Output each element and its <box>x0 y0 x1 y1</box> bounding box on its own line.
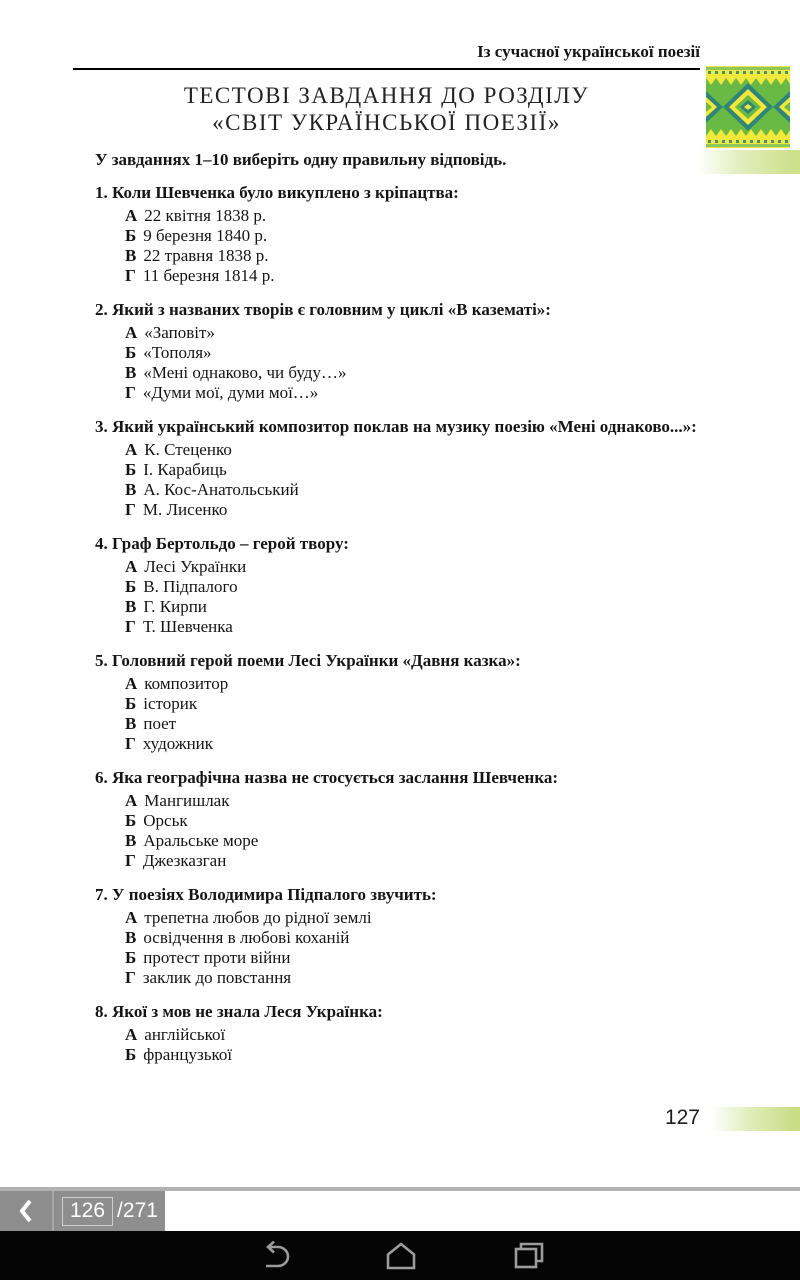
page-title-line2: «СВІТ УКРАЇНСЬКОЇ ПОЕЗІЇ» <box>212 110 561 135</box>
answer-option <box>125 908 700 928</box>
option-text: 22 травня 1838 р. <box>143 246 269 265</box>
option-letter: А <box>125 557 138 576</box>
option-letter: А <box>125 323 138 342</box>
option-text: Орськ <box>143 811 188 830</box>
answer-option <box>125 557 700 577</box>
question-number: 7. <box>95 885 108 904</box>
option-letter: Б <box>125 948 137 967</box>
answer-option <box>125 266 700 286</box>
question-number: 5. <box>95 651 108 670</box>
answer-option <box>125 500 700 520</box>
answer-option <box>125 226 700 246</box>
option-letter: А <box>125 1025 138 1044</box>
option-letter: В <box>125 928 137 947</box>
question-text: У поезіях Володимира Підпалого звучить: <box>112 885 437 904</box>
option-letter: А <box>125 674 138 693</box>
prev-page-button[interactable] <box>0 1191 52 1231</box>
option-text: І. Карабиць <box>143 460 227 479</box>
option-letter: Г <box>125 968 136 987</box>
question-number: 6. <box>95 768 108 787</box>
android-navbar <box>0 1231 800 1280</box>
answer-option <box>125 694 700 714</box>
option-text: історик <box>143 694 198 713</box>
question-text: Граф Бертольдо – герой твору: <box>112 534 349 553</box>
android-back-icon <box>256 1241 290 1271</box>
question-text: Головний герой поеми Лесі Українки «Давня казка»: <box>112 651 521 670</box>
green-accent-strip-top <box>698 150 800 174</box>
option-letter: А <box>125 791 138 810</box>
answer-option <box>125 460 700 480</box>
option-text: Джезказган <box>142 851 227 870</box>
question-item <box>73 884 700 988</box>
answer-option <box>125 928 700 948</box>
option-letter: Б <box>125 694 137 713</box>
question-text: Якої з мов не знала Леся Українка: <box>112 1002 383 1021</box>
question-options <box>125 323 700 403</box>
option-text: 9 березня 1840 р. <box>143 226 268 245</box>
option-text: «Заповіт» <box>144 323 215 342</box>
reader-toolbar <box>0 1187 800 1231</box>
green-accent-strip-bottom <box>710 1107 800 1131</box>
question-number: 3. <box>95 417 108 436</box>
answer-option <box>125 323 700 343</box>
answer-option <box>125 851 700 871</box>
option-letter: Г <box>125 266 136 285</box>
answer-option <box>125 363 700 383</box>
question-item <box>73 1001 700 1065</box>
question-options <box>125 206 700 286</box>
option-text: «Мені однаково, чи буду…» <box>143 363 347 382</box>
option-text: художник <box>142 734 214 753</box>
option-text: Мангишлак <box>144 791 230 810</box>
question-options <box>125 908 700 988</box>
question-text: Який з названих творів є головним у циклі «В казематі»: <box>112 300 551 319</box>
option-letter: В <box>125 480 137 499</box>
question-number: 2. <box>95 300 108 319</box>
option-text: М. Лисенко <box>142 500 228 519</box>
option-letter: Г <box>125 734 136 753</box>
option-text: Лесі Українки <box>144 557 247 576</box>
answer-option <box>125 246 700 266</box>
option-text: «Тополя» <box>143 343 212 362</box>
answer-option <box>125 206 700 226</box>
android-back-button[interactable] <box>256 1240 290 1272</box>
answer-option <box>125 343 700 363</box>
answer-option <box>125 968 700 988</box>
option-text: протест проти війни <box>143 948 291 967</box>
total-pages-label: 271 <box>122 1199 158 1222</box>
question-options <box>125 557 700 637</box>
question-item <box>73 416 700 520</box>
option-text: освідчення в любові коханій <box>143 928 350 947</box>
option-letter: Б <box>125 577 137 596</box>
answer-option <box>125 734 700 754</box>
option-letter: Б <box>125 226 137 245</box>
header-rule <box>73 68 700 70</box>
page-title-line1: ТЕСТОВІ ЗАВДАННЯ ДО РОЗДІЛУ <box>183 83 590 108</box>
option-text: англійської <box>144 1025 226 1044</box>
answer-option <box>125 714 700 734</box>
option-letter: В <box>125 363 137 382</box>
option-text: поет <box>143 714 177 733</box>
question-item <box>73 299 700 403</box>
option-text: 11 березня 1814 р. <box>142 266 275 285</box>
option-letter: А <box>125 206 138 225</box>
option-letter: Б <box>125 460 137 479</box>
option-letter: А <box>125 440 138 459</box>
page-counter <box>54 1197 158 1226</box>
answer-option <box>125 617 700 637</box>
current-page-input[interactable]: 126 <box>62 1197 113 1226</box>
option-letter: Г <box>125 851 136 870</box>
option-text: А. Кос-Анатольський <box>143 480 299 499</box>
question-item <box>73 767 700 871</box>
option-letter: Г <box>125 617 136 636</box>
android-home-icon <box>385 1241 417 1271</box>
answer-option <box>125 383 700 403</box>
running-title: Із сучасної української поезії <box>477 42 700 61</box>
answer-option <box>125 480 700 500</box>
question-text: Який український композитор поклав на музику поезію «Мені однаково...»: <box>112 417 697 436</box>
answer-option <box>125 948 700 968</box>
answer-option <box>125 674 700 694</box>
toolbar-page-controls <box>0 1191 165 1231</box>
answer-option <box>125 811 700 831</box>
option-letter: В <box>125 246 137 265</box>
question-number: 8. <box>95 1002 108 1021</box>
option-text: композитор <box>144 674 229 693</box>
question-options <box>125 791 700 871</box>
answer-option <box>125 440 700 460</box>
option-letter: В <box>125 831 137 850</box>
question-text: Коли Шевченка було викуплено з кріпацтва: <box>112 183 459 202</box>
answer-option <box>125 597 700 617</box>
questions <box>73 182 700 1065</box>
answer-option <box>125 1025 700 1045</box>
document-page <box>73 42 700 1078</box>
question-item <box>73 650 700 754</box>
question-number: 4. <box>95 534 108 553</box>
question-item <box>73 533 700 637</box>
answer-option <box>125 1045 700 1065</box>
embroidery-ornament-image <box>706 66 790 148</box>
option-text: трепетна любов до рідної землі <box>144 908 372 927</box>
option-text: заклик до повстання <box>142 968 292 987</box>
option-text: Г. Кирпи <box>143 597 207 616</box>
android-home-button[interactable] <box>384 1240 418 1272</box>
instructions-text: У завданнях 1–10 виберіть одну правильну відповідь. <box>95 150 507 169</box>
answer-option <box>125 791 700 811</box>
option-letter: Б <box>125 811 137 830</box>
printed-page-number: 127 <box>664 1106 700 1129</box>
option-letter: Б <box>125 1045 137 1064</box>
question-options <box>125 440 700 520</box>
question-options <box>125 674 700 754</box>
option-text: Аральське море <box>143 831 259 850</box>
answer-option <box>125 577 700 597</box>
android-recents-icon <box>513 1241 545 1271</box>
option-text: Т. Шевченка <box>142 617 233 636</box>
question-options <box>125 1025 700 1065</box>
option-text: «Думи мої, думи мої…» <box>142 383 319 402</box>
option-letter: Б <box>125 343 137 362</box>
option-letter: Г <box>125 383 136 402</box>
option-text: 22 квітня 1838 р. <box>144 206 267 225</box>
option-text: французької <box>143 1045 233 1064</box>
option-letter: В <box>125 597 137 616</box>
question-item <box>73 182 700 286</box>
chevron-left-icon <box>17 1198 35 1224</box>
option-text: К. Стеценко <box>144 440 232 459</box>
android-recents-button[interactable] <box>512 1240 546 1272</box>
option-letter: В <box>125 714 137 733</box>
page-count-separator: / <box>117 1199 123 1222</box>
option-text: В. Підпалого <box>143 577 238 596</box>
question-text: Яка географічна назва не стосується заслання Шевченка: <box>112 768 559 787</box>
answer-option <box>125 831 700 851</box>
option-letter: А <box>125 908 138 927</box>
option-letter: Г <box>125 500 136 519</box>
page-title <box>73 82 700 136</box>
question-number: 1. <box>95 183 108 202</box>
